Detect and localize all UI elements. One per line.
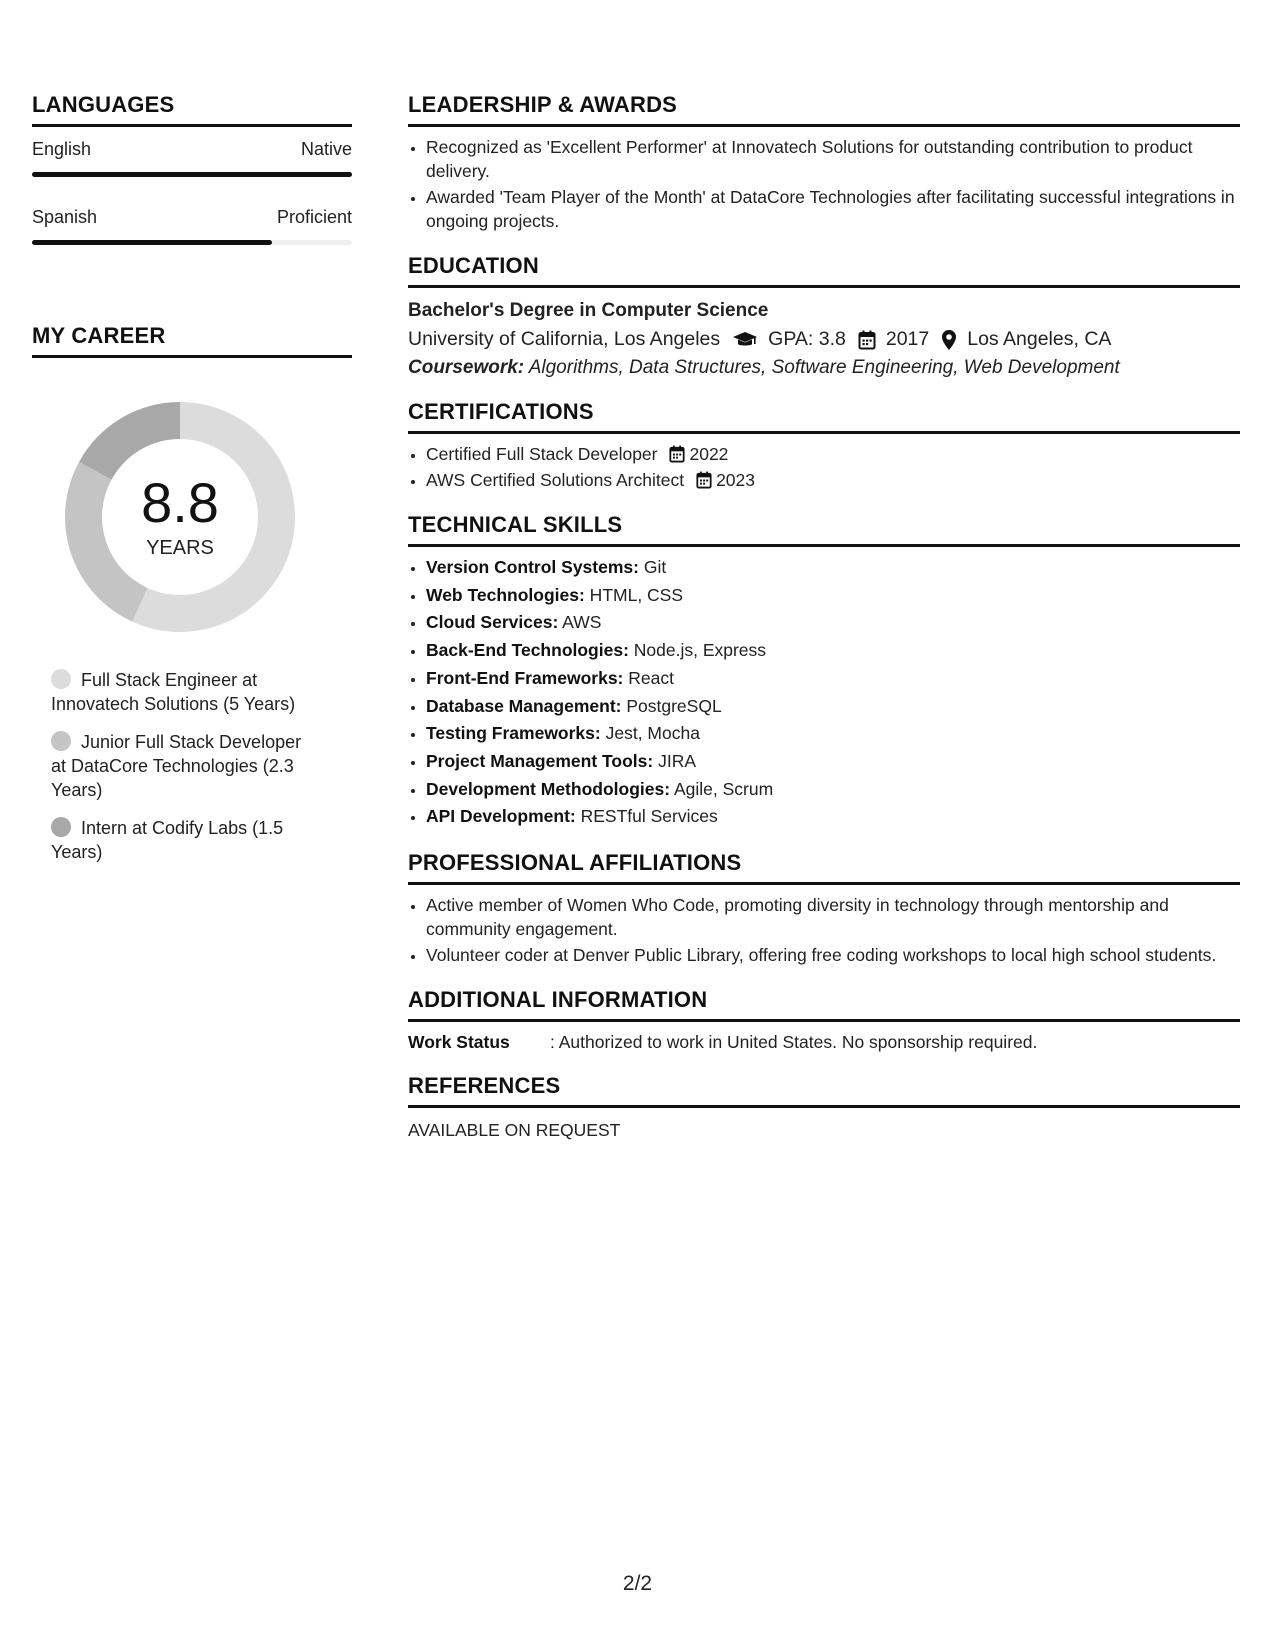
coursework: Coursework: Algorithms, Data Structures, Software Engineering, Web Development bbox=[408, 357, 1120, 378]
skill-item: • API Development: RESTful Services bbox=[426, 804, 1240, 830]
language-bar-fill bbox=[32, 240, 272, 245]
career-total: 8.8 bbox=[141, 470, 219, 534]
language-level: Native bbox=[300, 139, 352, 159]
list-item: • Active member of Women Who Code, promoting diversity in technology through mentorship and community engagement. bbox=[426, 893, 1240, 941]
left-column bbox=[32, 92, 352, 878]
list-item: • Volunteer coder at Denver Public Library, offering free coding workshops to local high school students. bbox=[426, 943, 1240, 967]
school-name: University of California, Los Angeles bbox=[408, 328, 721, 350]
references-heading: REFERENCES bbox=[408, 1073, 1240, 1108]
legend-dot-icon bbox=[51, 731, 71, 751]
language-name: English bbox=[32, 139, 92, 159]
career-legend bbox=[51, 668, 321, 864]
list-item: • AWS Certified Solutions Architect 2023 bbox=[426, 468, 1240, 492]
skill-item: • Testing Frameworks: Jest, Mocha bbox=[426, 721, 1240, 747]
list-item: • Certified Full Stack Developer 2022 bbox=[426, 442, 1240, 466]
work-status-value: : Authorized to work in United States. No sponsorship required. bbox=[550, 1032, 1038, 1053]
map-pin-icon bbox=[941, 329, 957, 351]
language-level: Proficient bbox=[276, 207, 352, 227]
skill-item: • Version Control Systems: Git bbox=[426, 555, 1240, 581]
work-status-label: Work Status bbox=[408, 1032, 510, 1053]
skills-section bbox=[408, 512, 1240, 830]
right-column bbox=[408, 92, 1240, 1161]
references-section bbox=[408, 1073, 1240, 1141]
legend-dot-icon bbox=[51, 669, 71, 689]
calendar-icon bbox=[696, 471, 712, 489]
skill-item: • Cloud Services: AWS bbox=[426, 610, 1240, 636]
language-bar-fill bbox=[32, 172, 352, 177]
certifications-section bbox=[408, 399, 1240, 492]
career-donut-chart bbox=[65, 402, 295, 632]
list-item: • Awarded 'Team Player of the Month' at DataCore Technologies after facilitating successful integrations in ongoing projects. bbox=[426, 185, 1240, 233]
skills-heading: TECHNICAL SKILLS bbox=[408, 512, 1240, 547]
career-heading: MY CAREER bbox=[32, 323, 352, 358]
language-bar bbox=[32, 172, 352, 177]
language-item-english bbox=[32, 139, 352, 177]
skill-item: • Database Management: PostgreSQL bbox=[426, 694, 1240, 720]
skill-item: • Back-End Technologies: Node.js, Express bbox=[426, 638, 1240, 664]
education-heading: EDUCATION bbox=[408, 253, 1240, 288]
education-details bbox=[408, 328, 1240, 351]
coursework-label: Coursework: bbox=[408, 357, 525, 378]
leadership-section bbox=[408, 92, 1240, 233]
calendar-icon bbox=[858, 330, 876, 350]
language-item-spanish bbox=[32, 207, 352, 245]
list-item: • Recognized as 'Excellent Performer' at Innovatech Solutions for outstanding contribution to product delivery. bbox=[426, 135, 1240, 183]
gpa: GPA: 3.8 bbox=[768, 328, 846, 350]
skill-item: • Web Technologies: HTML, CSS bbox=[426, 583, 1240, 609]
graduation-cap-icon bbox=[732, 330, 758, 350]
references-text: AVAILABLE ON REQUEST bbox=[408, 1120, 621, 1141]
page-number: 2/2 bbox=[622, 1572, 653, 1595]
skill-item: • Front-End Frameworks: React bbox=[426, 666, 1240, 692]
legend-item: Full Stack Engineer at Innovatech Solutions (5 Years) bbox=[51, 670, 296, 714]
graduation-year: 2017 bbox=[885, 328, 930, 350]
language-name: Spanish bbox=[32, 207, 98, 227]
certifications-heading: CERTIFICATIONS bbox=[408, 399, 1240, 434]
affiliations-section bbox=[408, 850, 1240, 967]
calendar-icon bbox=[669, 445, 685, 463]
additional-section bbox=[408, 987, 1240, 1053]
language-bar bbox=[32, 240, 352, 245]
skill-item: • Development Methodologies: Agile, Scrum bbox=[426, 777, 1240, 803]
affiliations-heading: PROFESSIONAL AFFILIATIONS bbox=[408, 850, 1240, 885]
legend-dot-icon bbox=[51, 817, 71, 837]
school-location: Los Angeles, CA bbox=[967, 328, 1112, 350]
legend-item: Junior Full Stack Developer at DataCore Technologies (2.3 Years) bbox=[51, 732, 302, 800]
education-section bbox=[408, 253, 1240, 379]
languages-heading: LANGUAGES bbox=[32, 92, 352, 127]
degree-title: Bachelor's Degree in Computer Science bbox=[408, 300, 769, 321]
legend-item: Intern at Codify Labs (1.5 Years) bbox=[51, 818, 284, 862]
career-unit: YEARS bbox=[146, 536, 214, 559]
additional-heading: ADDITIONAL INFORMATION bbox=[408, 987, 1240, 1022]
skill-item: • Project Management Tools: JIRA bbox=[426, 749, 1240, 775]
leadership-heading: LEADERSHIP & AWARDS bbox=[408, 92, 1240, 127]
